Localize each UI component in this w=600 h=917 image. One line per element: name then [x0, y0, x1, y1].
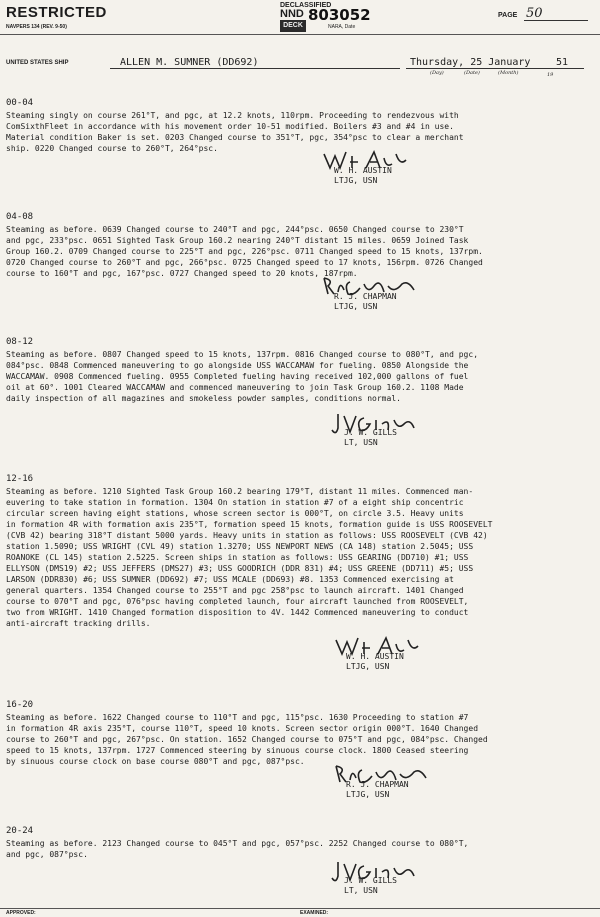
watch-period: 16-20	[6, 700, 34, 710]
signer-rank: LTJG, USN	[334, 302, 378, 311]
authority-number: 803052	[308, 6, 371, 24]
footer-rule	[0, 908, 600, 909]
watch-entry	[6, 337, 594, 404]
signer-rank: LT, USN	[344, 438, 378, 447]
signature-block	[334, 292, 397, 312]
watch-entry	[6, 474, 594, 629]
ship-underline	[110, 68, 400, 69]
date-underline	[406, 68, 584, 69]
watch-period: 12-16	[6, 474, 34, 484]
sub-label-month: (Month)	[498, 70, 519, 76]
handwritten-signature	[330, 858, 430, 886]
sub-label-year: 19	[547, 72, 554, 78]
handwritten-signature	[320, 148, 430, 174]
handwritten-signature	[332, 762, 442, 788]
signer-rank: LT, USN	[344, 886, 378, 895]
watch-period: 04-08	[6, 212, 34, 222]
page-number: 50	[526, 6, 543, 21]
watch-narrative: Steaming as before. 0807 Changed speed to 15 knots, 137rpm. 0816 Changed course to 080°T, and pgc, 084°psc. 0848 Commenced maneuvering to go alongside USS WACCAMAW for fueling. 0850 Alongside the WACCAMAW. 0908 Commenced fueling. 0955 Completed fueling having received 102,000 gallons of fuel oil at 60°. 1001 Cleared WACCAMAW and commenced maneuvering to join Task Group 160.2. 1108 Made daily inspection of all magazines and smokeless powder samples, conditions normal.	[6, 350, 479, 403]
ship-label: UNITED STATES SHIP	[6, 60, 69, 66]
authority-prefix: NND	[280, 8, 304, 20]
examined-label: EXAMINED:	[300, 910, 329, 916]
watch-period: 00-04	[6, 98, 34, 108]
signer-name: R. J. CHAPMAN	[346, 780, 409, 789]
deck-stamp: DECK	[280, 20, 306, 32]
handwritten-signature	[332, 634, 442, 660]
classification-label: RESTRICTED	[6, 4, 107, 21]
handwritten-signature	[330, 410, 430, 438]
signature-block	[344, 876, 397, 896]
signer-name: W. H. AUSTIN	[346, 652, 404, 661]
nara-line: NARA, Date	[328, 24, 356, 30]
page-underline	[524, 20, 588, 21]
header-rule	[0, 34, 600, 35]
signer-rank: LTJG, USN	[346, 790, 390, 799]
signer-rank: LTJG, USN	[346, 662, 390, 671]
signer-name: R. J. CHAPMAN	[334, 292, 397, 301]
form-number: NAVPERS 134 (REV. 9-50)	[6, 24, 67, 30]
signer-name: J. W. GILLS	[344, 876, 397, 885]
watch-narrative: Steaming as before. 2123 Changed course to 045°T and pgc, 057°psc. 2252 Changed course to 080°T, and pgc, 087°psc.	[6, 839, 469, 859]
signer-rank: LTJG, USN	[334, 176, 378, 185]
watch-period: 20-24	[6, 826, 34, 836]
sub-label-date: (Date)	[464, 70, 480, 76]
signature-block	[346, 652, 404, 672]
ship-name: ALLEN M. SUMNER (DD692)	[120, 57, 259, 68]
signature-block	[344, 428, 397, 448]
watch-entry	[6, 700, 594, 767]
log-year: 51	[556, 57, 569, 68]
declass-label: DECLASSIFIED	[280, 2, 332, 9]
declassification-stamp	[280, 2, 404, 32]
watch-entry	[6, 212, 594, 279]
page-label: PAGE	[498, 12, 518, 19]
signer-name: W. H. AUSTIN	[334, 166, 392, 175]
approved-label: APPROVED:	[6, 910, 36, 916]
sub-label-day: (Day)	[430, 70, 444, 76]
watch-narrative: Steaming singly on course 261°T, and pgc, at 12.2 knots, 110rpm. Proceeding to rendezvous with ComSixthFleet in accordance with his movement order 10-51 modified. Boilers #3 and #4 in use. Material condition Baker is set. 0203 Changed course to 351°T, pgc, 354°psc to clear a merchant ship. 0220 Changed course to 260°T, 264°psc.	[6, 111, 464, 153]
handwritten-signature	[320, 274, 430, 300]
watch-narrative: Steaming as before. 0639 Changed course to 240°T and pgc, 244°psc. 0650 Changed course to 230°T and pgc, 233°psc. 0651 Sighted Task Group 160.2 nearing 240°T distant 15 miles. 0659 Joined Task Group 160.2. 0709 Changed course to 225°T and pgc, 226°psc. 0711 Changed speed to 15 knots, 137rpm. 0720 Changed course to 260°T and pgc, 266°psc. 0725 Changed speed to 17 knots, 156rpm. 0726 Changed course to 160°T and pgc, 167°psc. 0727 Changed speed to 20 knots, 187rpm.	[6, 225, 483, 278]
signature-block	[334, 166, 392, 186]
watch-entry	[6, 826, 594, 860]
watch-narrative: Steaming as before. 1622 Changed course to 110°T and pgc, 115°psc. 1630 Proceeding to station #7 in formation 4R axis 235°T, course 110°T, speed 10 knots. Screen sector origin 000°T. 1640 Changed course to 260°T and pgc, 267°psc. On station. 1652 Changed course to 075°T and pgc, 084°psc. Changed speed to 15 knots, 137rpm. 1727 Commenced steering by sinuous course clock. 1800 Ceased steering by sinuous course clock on base course 080°T and pgc, 087°psc.	[6, 713, 488, 766]
signer-name: J. W. GILLS	[344, 428, 397, 437]
signature-block	[346, 780, 409, 800]
watch-narrative: Steaming as before. 1210 Sighted Task Group 160.2 bearing 179°T, distant 11 miles. Commenced man- euvering to take station in formation. 1304 On station in station #7 of a eight ship concentric circular screen having eight stations, whose screen sector is 000°T, on circle 3.5. Heavy units in formation 4R with formation axis 235°T, formation speed 15 knots, formation guide is USS ROOSEVELT (CVB 42) bearing 318°T distant 5000 yards. Heavy units in station as follows: USS ROOSEVELT (CVB 42) station 1.5090; USS WRIGHT (CVL 49) station 1.3270; USS NEWPORT NEWS (CA 148) station 2.5045; USS ROANOKE (CL 145) station 2.5225. Screen ships in station as follows: USS GEARING (DD710) #1; USS ELLYSON (DMS19) #2; USS JEFFERS (DMS27) #3; USS GOODRICH (DDR 831) #4; USS GREENE (DD711) #5; USS LARSON (DDR830) #6; USS SUMNER (DD692) #7; USS MCALE (DD693) #8. 1353 Commenced exercising at general quarters. 1354 Changed course to 255°T and pgc 258°psc to launch aircraft. 1401 Changed course to 070°T and pgc, 076°psc having completed launch, four aircraft launched from ROOSEVELT, two from WRIGHT. 1410 Changed formation disposition to 4V. 1442 Commenced maneuvering to conduct anti-aircraft tracking drills.	[6, 487, 493, 628]
log-date: Thursday, 25 January	[410, 57, 531, 68]
watch-period: 08-12	[6, 337, 34, 347]
watch-entry	[6, 98, 594, 154]
